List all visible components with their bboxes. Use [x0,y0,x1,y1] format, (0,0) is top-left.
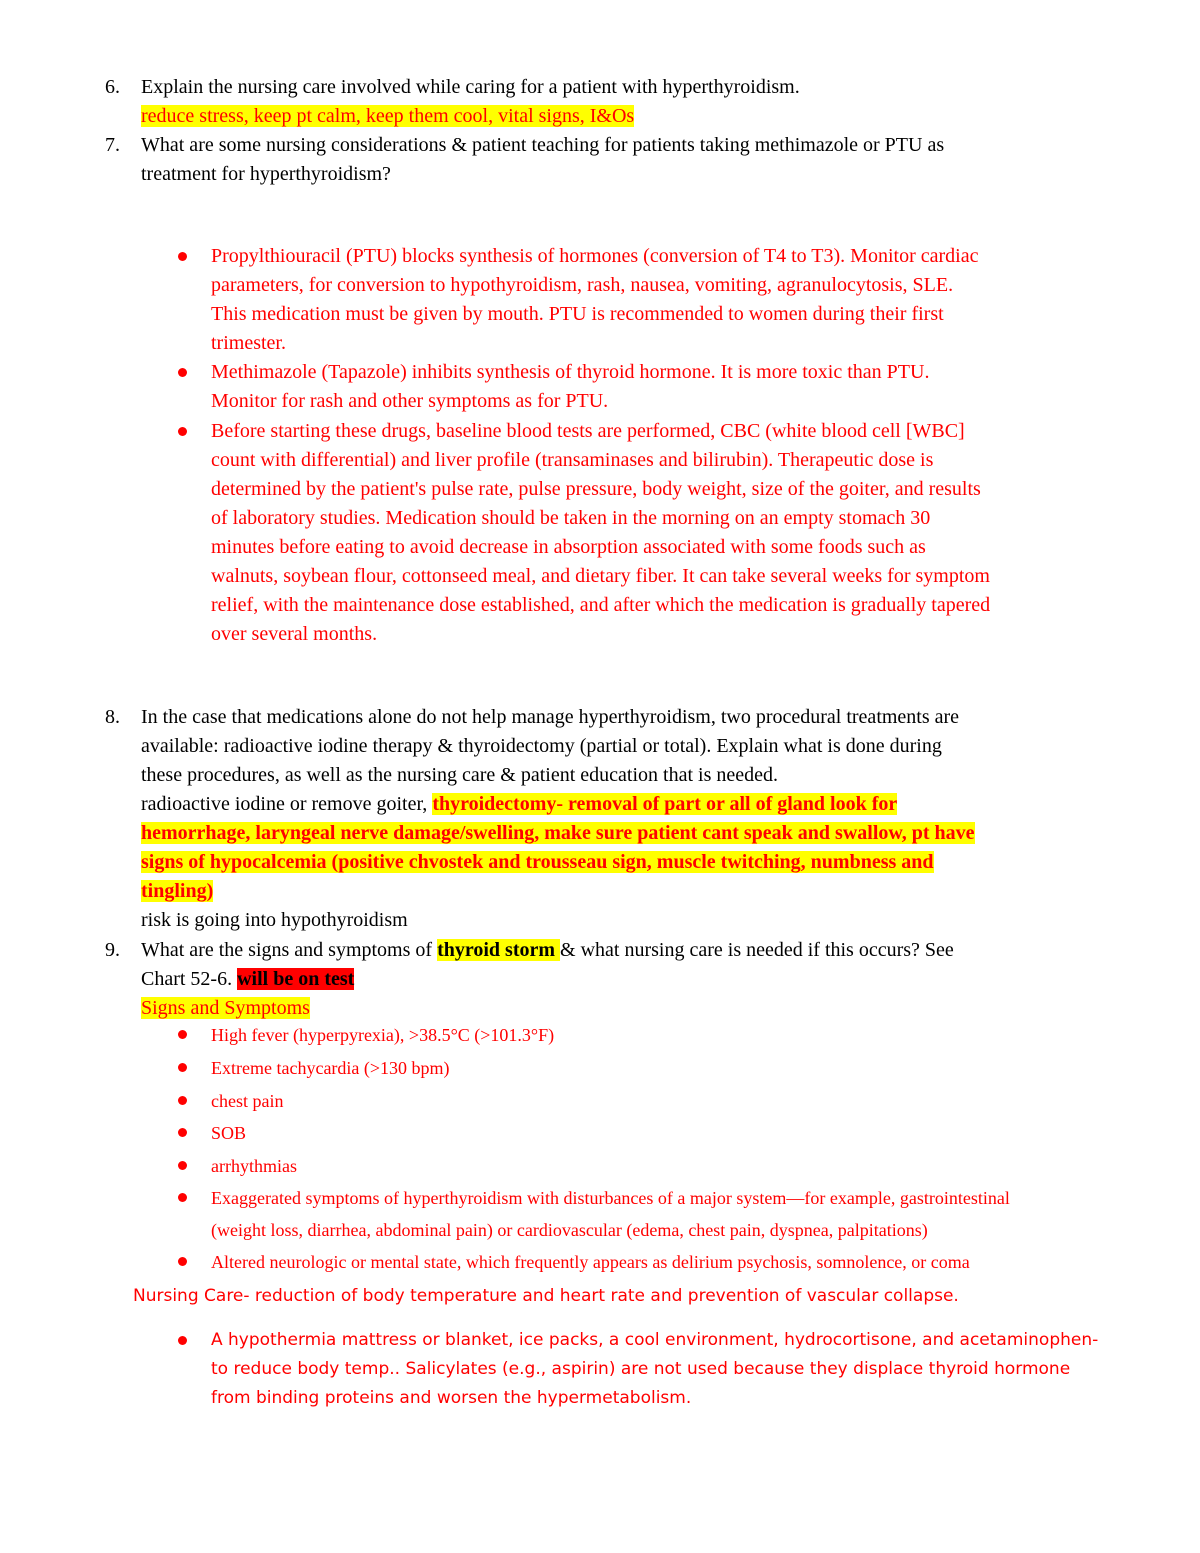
chart-reference: Chart 52-6. [141,968,238,990]
answer-highlight: signs of hypocalcemia (positive chvostek and trousseau sign, muscle twitching, numbness and [141,851,934,873]
sign-item: SOB [211,1123,247,1143]
nursing-care-heading: Nursing Care- reduction of body temperature and heart rate and prevention of vascular collapse. [133,1286,959,1306]
question-number: 6. [105,76,120,98]
bullet-line: Exaggerated symptoms of hyperthyroidism with disturbances of a major system—for example, gastrointestinal [211,1188,1010,1208]
question-number: 8. [105,706,120,728]
question-text: available: radioactive iodine therapy & thyroidectomy (partial or total). Explain what is done during [141,735,942,757]
bullet-icon [178,427,187,436]
bullet-line: parameters, for conversion to hypothyroidism, rash, nausea, vomiting, agranulocytosis, SLE. [211,274,954,296]
bullet-icon [178,1257,187,1266]
bullet-icon [178,1128,187,1137]
sign-item: High fever (hyperpyrexia), >38.5°C (>101.3°F) [211,1025,555,1045]
bullet-line: trimester. [211,332,286,354]
question-text: & what nursing care is needed if this occurs? See [560,939,954,961]
sign-item: arrhythmias [211,1156,297,1176]
answer-highlight: hemorrhage, laryngeal nerve damage/swelling, make sure patient cant speak and swallow, pt have [141,822,975,844]
bullet-line: to reduce body temp.. Salicylates (e.g., aspirin) are not used because they displace thyroid hormone [211,1359,1071,1379]
bullet-baseline-tests [211,417,1136,649]
question-9 [141,936,1141,1023]
risk-note: risk is going into hypothyroidism [141,909,408,931]
question-text: What are the signs and symptoms of [141,939,438,961]
bullet-line: (weight loss, diarrhea, abdominal pain) or cardiovascular (edema, chest pain, dyspnea, palpitations) [211,1220,928,1240]
bullet-icon [178,368,187,377]
bullet-line: A hypothermia mattress or blanket, ice packs, a cool environment, hydrocortisone, and acetaminophen- [211,1330,1099,1350]
bullet-line: determined by the patient's pulse rate, pulse pressure, body weight, size of the goiter, and results [211,478,981,500]
question-8 [141,703,1141,935]
question-text: What are some nursing considerations & patient teaching for patients taking methimazole or PTU as [141,134,945,156]
bullet-line: Monitor for rash and other symptoms as for PTU. [211,390,609,412]
sign-item: chest pain [211,1091,284,1111]
bullet-icon [178,252,187,261]
question-number: 9. [105,939,120,961]
question-text: In the case that medications alone do not help manage hyperthyroidism, two procedural treatments are [141,706,960,728]
question-text: these procedures, as well as the nursing care & patient education that is needed. [141,764,778,786]
bullet-line: from binding proteins and worsen the hypermetabolism. [211,1388,692,1408]
bullet-line: Propylthiouracil (PTU) blocks synthesis of hormones (conversion of T4 to T3). Monitor cardiac [211,245,979,267]
bullet-icon [178,1336,187,1345]
question-text: Explain the nursing care involved while caring for a patient with hyperthyroidism. [141,76,800,98]
bullet-line: Before starting these drugs, baseline blood tests are performed, CBC (white blood cell [WBC] [211,420,965,442]
thyroid-storm-highlight: thyroid storm [437,939,561,961]
bullet-icon [178,1193,187,1202]
bullet-line: of laboratory studies. Medication should be taken in the morning on an empty stomach 30 [211,507,931,529]
question-number: 7. [105,134,120,156]
bullet-line: minutes before eating to avoid decrease in absorption associated with some foods such as [211,536,926,558]
answer-highlight: thyroidectomy- removal of part or all of gland look for [432,793,898,815]
answer-prefix: radioactive iodine or remove goiter, [141,793,433,815]
bullet-icon [178,1161,187,1170]
test-note-highlight: will be on test [237,968,355,990]
bullet-line: walnuts, soybean flour, cottonseed meal, and dietary fiber. It can take several weeks for symptom [211,565,990,587]
signs-heading: Signs and Symptoms [141,997,310,1019]
bullet-line: Methimazole (Tapazole) inhibits synthesis of thyroid hormone. It is more toxic than PTU. [211,361,930,383]
sign-item: Extreme tachycardia (>130 bpm) [211,1058,450,1078]
question-7 [141,131,1141,189]
sign-item-exaggerated [211,1182,1136,1246]
bullet-icon [178,1063,187,1072]
question-6 [141,73,1141,131]
bullet-icon [178,1096,187,1105]
care-bullet [211,1326,1136,1413]
answer-line [141,790,1141,819]
answer-highlight: reduce stress, keep pt calm, keep them cool, vital signs, I&Os [141,105,635,127]
bullet-icon [178,1030,187,1039]
sign-item-altered: Altered neurologic or mental state, which frequently appears as delirium psychosis, somnolence, or coma [211,1252,970,1272]
question-text: treatment for hyperthyroidism? [141,163,391,185]
bullet-line: This medication must be given by mouth. PTU is recommended to women during their first [211,303,944,325]
bullet-ptu [211,242,1136,358]
bullet-line: count with differential) and liver profile (transaminases and bilirubin). Therapeutic dose is [211,449,934,471]
answer-highlight: tingling) [141,880,214,902]
bullet-methimazole [211,358,1136,416]
bullet-line: over several months. [211,623,378,645]
bullet-line: relief, with the maintenance dose established, and after which the medication is gradually tapered [211,594,991,616]
